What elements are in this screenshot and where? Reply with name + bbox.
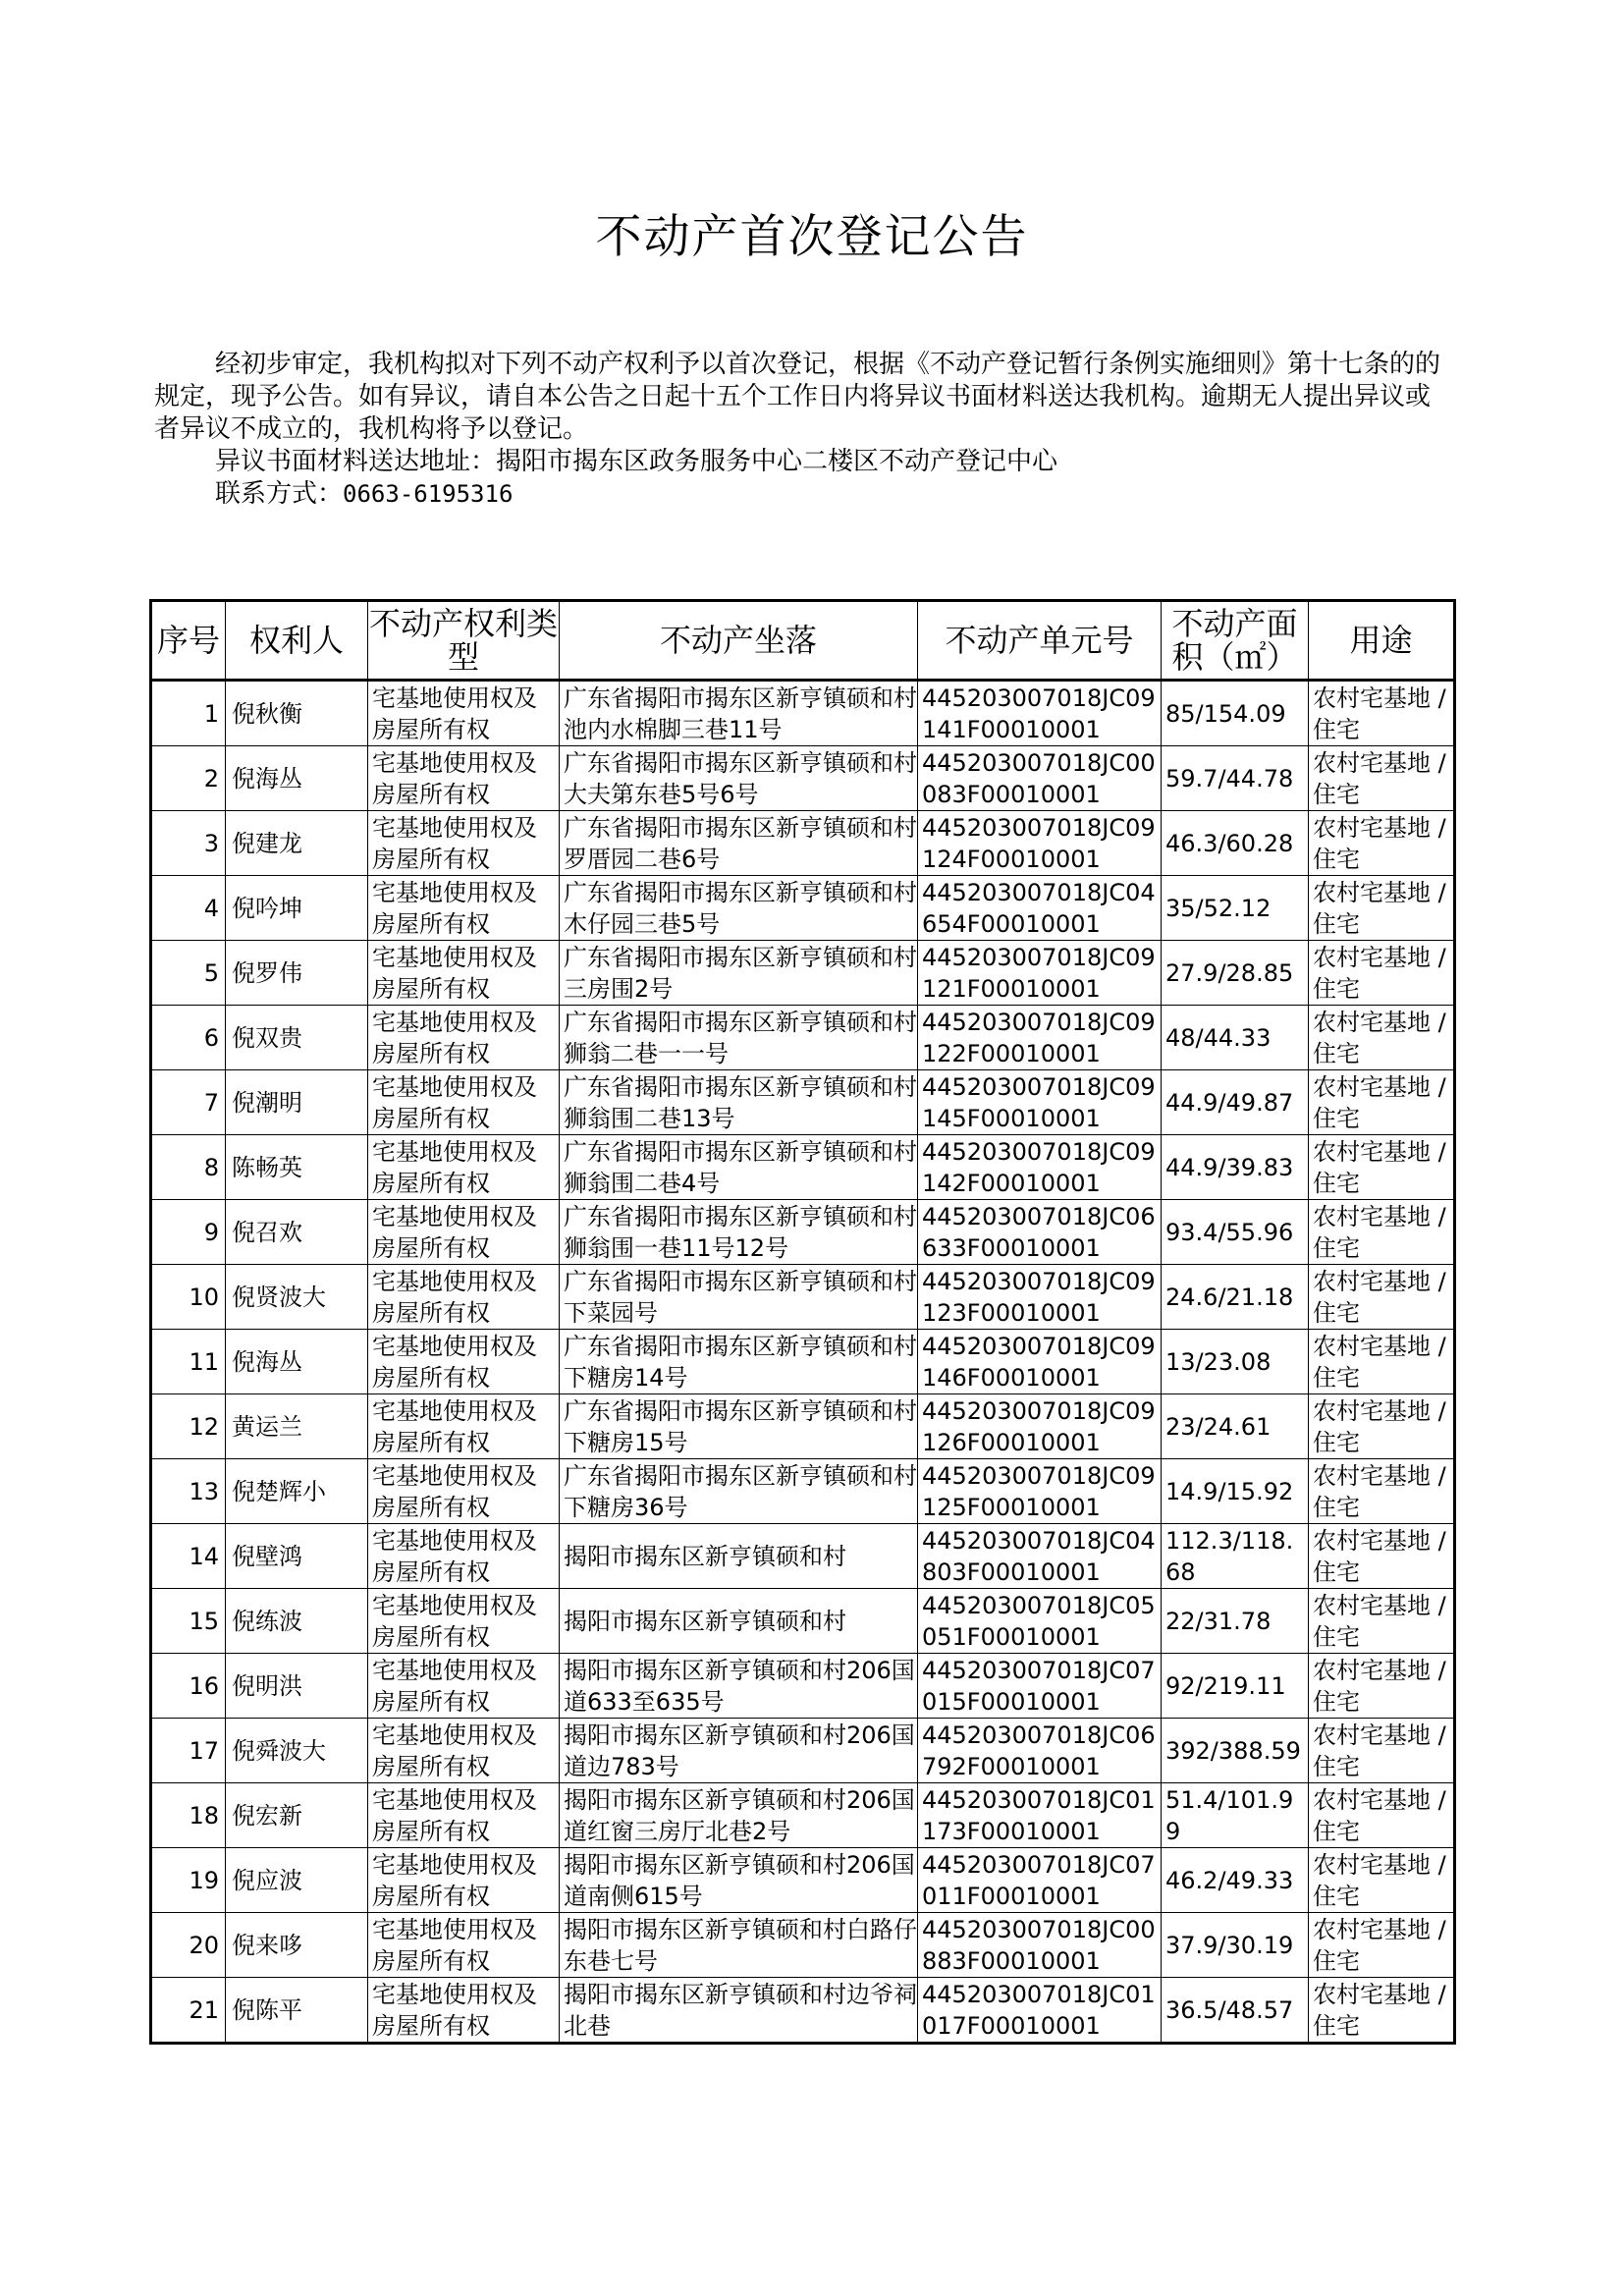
- row-holder: 黄运兰: [226, 1394, 368, 1459]
- row-holder: 倪秋衡: [226, 681, 368, 746]
- table-header-row: [151, 601, 1455, 681]
- table-row: [151, 1978, 1455, 2044]
- row-right-type: 宅基地使用权及房屋所有权: [368, 1330, 560, 1394]
- row-holder: 倪来哆: [226, 1913, 368, 1978]
- row-location: 揭阳市揭东区新亨镇硕和村边爷祠北巷: [560, 1978, 918, 2044]
- row-no: 20: [151, 1913, 226, 1978]
- row-right-type: 宅基地使用权及房屋所有权: [368, 1848, 560, 1913]
- row-location: 广东省揭阳市揭东区新亨镇硕和村狮翁围一巷11号12号: [560, 1200, 918, 1265]
- row-right-type: 宅基地使用权及房屋所有权: [368, 876, 560, 941]
- row-location: 揭阳市揭东区新亨镇硕和村206国道南侧615号: [560, 1848, 918, 1913]
- row-holder: 倪宏新: [226, 1783, 368, 1848]
- row-use: 农村宅基地 / 住宅: [1309, 1394, 1455, 1459]
- row-area: 44.9/49.87: [1162, 1070, 1309, 1135]
- row-area: 14.9/15.92: [1162, 1459, 1309, 1524]
- row-unit-no: 445203007018JC05051F00010001: [918, 1589, 1162, 1654]
- row-use: 农村宅基地 / 住宅: [1309, 876, 1455, 941]
- header-holder: 权利人: [226, 601, 368, 681]
- row-unit-no: 445203007018JC09123F00010001: [918, 1265, 1162, 1330]
- table-row: [151, 681, 1455, 746]
- table-row: [151, 1265, 1455, 1330]
- row-area: 37.9/30.19: [1162, 1913, 1309, 1978]
- table-row: [151, 1135, 1455, 1200]
- row-no: 13: [151, 1459, 226, 1524]
- table-row: [151, 1589, 1455, 1654]
- row-right-type: 宅基地使用权及房屋所有权: [368, 1913, 560, 1978]
- row-location: 广东省揭阳市揭东区新亨镇硕和村下糖房15号: [560, 1394, 918, 1459]
- row-no: 15: [151, 1589, 226, 1654]
- row-area: 93.4/55.96: [1162, 1200, 1309, 1265]
- row-unit-no: 445203007018JC09145F00010001: [918, 1070, 1162, 1135]
- table-row: [151, 1783, 1455, 1848]
- row-right-type: 宅基地使用权及房屋所有权: [368, 1654, 560, 1719]
- row-location: 广东省揭阳市揭东区新亨镇硕和村三房围2号: [560, 941, 918, 1006]
- row-right-type: 宅基地使用权及房屋所有权: [368, 1459, 560, 1524]
- row-use: 农村宅基地 / 住宅: [1309, 1654, 1455, 1719]
- row-no: 5: [151, 941, 226, 1006]
- row-unit-no: 445203007018JC09125F00010001: [918, 1459, 1162, 1524]
- row-no: 21: [151, 1978, 226, 2044]
- row-use: 农村宅基地 / 住宅: [1309, 1783, 1455, 1848]
- row-unit-no: 445203007018JC09124F00010001: [918, 811, 1162, 876]
- row-location: 广东省揭阳市揭东区新亨镇硕和村池内水棉脚三巷11号: [560, 681, 918, 746]
- row-holder: 陈畅英: [226, 1135, 368, 1200]
- table-row: [151, 1654, 1455, 1719]
- row-right-type: 宅基地使用权及房屋所有权: [368, 1200, 560, 1265]
- row-location: 广东省揭阳市揭东区新亨镇硕和村狮翁围二巷4号: [560, 1135, 918, 1200]
- row-holder: 倪潮明: [226, 1070, 368, 1135]
- row-holder: 倪舜波大: [226, 1719, 368, 1783]
- row-area: 22/31.78: [1162, 1589, 1309, 1654]
- row-location: 揭阳市揭东区新亨镇硕和村: [560, 1589, 918, 1654]
- row-use: 农村宅基地 / 住宅: [1309, 1524, 1455, 1589]
- row-unit-no: 445203007018JC09146F00010001: [918, 1330, 1162, 1394]
- row-use: 农村宅基地 / 住宅: [1309, 1265, 1455, 1330]
- row-unit-no: 445203007018JC07011F00010001: [918, 1848, 1162, 1913]
- row-area: 24.6/21.18: [1162, 1265, 1309, 1330]
- row-location: 广东省揭阳市揭东区新亨镇硕和村狮翁二巷一一号: [560, 1006, 918, 1070]
- row-no: 10: [151, 1265, 226, 1330]
- contact-line: [154, 478, 1450, 511]
- table-row: [151, 1200, 1455, 1265]
- row-location: 揭阳市揭东区新亨镇硕和村白路仔东巷七号: [560, 1913, 918, 1978]
- row-area: 392/388.59: [1162, 1719, 1309, 1783]
- row-use: 农村宅基地 / 住宅: [1309, 811, 1455, 876]
- row-right-type: 宅基地使用权及房屋所有权: [368, 1783, 560, 1848]
- header-no: 序号: [151, 601, 226, 681]
- objection-address: 异议书面材料送达地址：揭阳市揭东区政务服务中心二楼区不动产登记中心: [215, 447, 1058, 476]
- row-unit-no: 445203007018JC00883F00010001: [918, 1913, 1162, 1978]
- table-row: [151, 941, 1455, 1006]
- row-holder: 倪陈平: [226, 1978, 368, 2044]
- row-unit-no: 445203007018JC04654F00010001: [918, 876, 1162, 941]
- row-area: 36.5/48.57: [1162, 1978, 1309, 2044]
- row-right-type: 宅基地使用权及房屋所有权: [368, 1265, 560, 1330]
- row-location: 揭阳市揭东区新亨镇硕和村206国道633至635号: [560, 1654, 918, 1719]
- row-right-type: 宅基地使用权及房屋所有权: [368, 1006, 560, 1070]
- row-holder: 倪罗伟: [226, 941, 368, 1006]
- row-holder: 倪练波: [226, 1589, 368, 1654]
- row-unit-no: 445203007018JC09122F00010001: [918, 1006, 1162, 1070]
- row-area: 46.2/49.33: [1162, 1848, 1309, 1913]
- contact-phone: 0663-6195316: [343, 480, 514, 508]
- row-use: 农村宅基地 / 住宅: [1309, 1589, 1455, 1654]
- row-no: 11: [151, 1330, 226, 1394]
- table-row: [151, 746, 1455, 811]
- row-location: 揭阳市揭东区新亨镇硕和村: [560, 1524, 918, 1589]
- row-right-type: 宅基地使用权及房屋所有权: [368, 1589, 560, 1654]
- row-use: 农村宅基地 / 住宅: [1309, 681, 1455, 746]
- row-area: 51.4/101.99: [1162, 1783, 1309, 1848]
- row-use: 农村宅基地 / 住宅: [1309, 1070, 1455, 1135]
- row-use: 农村宅基地 / 住宅: [1309, 1006, 1455, 1070]
- row-area: 35/52.12: [1162, 876, 1309, 941]
- row-area: 27.9/28.85: [1162, 941, 1309, 1006]
- row-unit-no: 445203007018JC06792F00010001: [918, 1719, 1162, 1783]
- row-location: 广东省揭阳市揭东区新亨镇硕和村木仔园三巷5号: [560, 876, 918, 941]
- row-unit-no: 445203007018JC09141F00010001: [918, 681, 1162, 746]
- row-right-type: 宅基地使用权及房屋所有权: [368, 681, 560, 746]
- row-no: 6: [151, 1006, 226, 1070]
- row-use: 农村宅基地 / 住宅: [1309, 941, 1455, 1006]
- row-use: 农村宅基地 / 住宅: [1309, 1913, 1455, 1978]
- row-use: 农村宅基地 / 住宅: [1309, 1978, 1455, 2044]
- row-holder: 倪海丛: [226, 746, 368, 811]
- table-row: [151, 1719, 1455, 1783]
- row-location: 揭阳市揭东区新亨镇硕和村206国道红窗三房厅北巷2号: [560, 1783, 918, 1848]
- row-area: 59.7/44.78: [1162, 746, 1309, 811]
- row-use: 农村宅基地 / 住宅: [1309, 1200, 1455, 1265]
- row-use: 农村宅基地 / 住宅: [1309, 1135, 1455, 1200]
- row-unit-no: 445203007018JC06633F00010001: [918, 1200, 1162, 1265]
- row-holder: 倪吟坤: [226, 876, 368, 941]
- row-unit-no: 445203007018JC09121F00010001: [918, 941, 1162, 1006]
- row-right-type: 宅基地使用权及房屋所有权: [368, 1524, 560, 1589]
- row-holder: 倪召欢: [226, 1200, 368, 1265]
- row-right-type: 宅基地使用权及房屋所有权: [368, 811, 560, 876]
- header-unit-no: 不动产单元号: [918, 601, 1162, 681]
- row-no: 12: [151, 1394, 226, 1459]
- row-location: 广东省揭阳市揭东区新亨镇硕和村下菜园号: [560, 1265, 918, 1330]
- row-no: 17: [151, 1719, 226, 1783]
- row-location: 广东省揭阳市揭东区新亨镇硕和村罗厝园二巷6号: [560, 811, 918, 876]
- row-unit-no: 445203007018JC01017F00010001: [918, 1978, 1162, 2044]
- row-use: 农村宅基地 / 住宅: [1309, 1330, 1455, 1394]
- registration-table: [149, 599, 1456, 2045]
- table-row: [151, 1006, 1455, 1070]
- row-unit-no: 445203007018JC09126F00010001: [918, 1394, 1162, 1459]
- table-row: [151, 876, 1455, 941]
- row-area: 13/23.08: [1162, 1330, 1309, 1394]
- row-no: 4: [151, 876, 226, 941]
- row-unit-no: 445203007018JC00083F00010001: [918, 746, 1162, 811]
- row-area: 112.3/118.68: [1162, 1524, 1309, 1589]
- row-location: 广东省揭阳市揭东区新亨镇硕和村狮翁围二巷13号: [560, 1070, 918, 1135]
- row-right-type: 宅基地使用权及房屋所有权: [368, 1135, 560, 1200]
- row-right-type: 宅基地使用权及房屋所有权: [368, 1978, 560, 2044]
- row-unit-no: 445203007018JC09142F00010001: [918, 1135, 1162, 1200]
- table-row: [151, 1459, 1455, 1524]
- intro-block: [154, 349, 1450, 511]
- intro-paragraph: 经初步审定，我机构拟对下列不动产权利予以首次登记，根据《不动产登记暂行条例实施细则》第十七条的的规定，现予公告。如有异议，请自本公告之日起十五个工作日内将异议书面材料送达我机构。逾期无人提出异议或者异议不成立的，我机构将予以登记。: [154, 350, 1441, 444]
- contact-label: 联系方式：: [215, 479, 344, 509]
- row-area: 48/44.33: [1162, 1006, 1309, 1070]
- row-location: 广东省揭阳市揭东区新亨镇硕和村下糖房36号: [560, 1459, 918, 1524]
- header-location: 不动产坐落: [560, 601, 918, 681]
- row-right-type: 宅基地使用权及房屋所有权: [368, 1719, 560, 1783]
- page-title: 不动产首次登记公告: [595, 210, 1029, 264]
- row-area: 85/154.09: [1162, 681, 1309, 746]
- row-no: 7: [151, 1070, 226, 1135]
- row-use: 农村宅基地 / 住宅: [1309, 1848, 1455, 1913]
- row-unit-no: 445203007018JC07015F00010001: [918, 1654, 1162, 1719]
- row-location: 揭阳市揭东区新亨镇硕和村206国道边783号: [560, 1719, 918, 1783]
- row-holder: 倪贤波大: [226, 1265, 368, 1330]
- table-row: [151, 1913, 1455, 1978]
- row-holder: 倪壁鸿: [226, 1524, 368, 1589]
- header-right-type: 不动产权利类型: [368, 601, 560, 681]
- header-area: 不动产面积（㎡）: [1162, 601, 1309, 681]
- row-holder: 倪海丛: [226, 1330, 368, 1394]
- row-right-type: 宅基地使用权及房屋所有权: [368, 746, 560, 811]
- row-area: 44.9/39.83: [1162, 1135, 1309, 1200]
- row-area: 92/219.11: [1162, 1654, 1309, 1719]
- row-unit-no: 445203007018JC04803F00010001: [918, 1524, 1162, 1589]
- row-no: 16: [151, 1654, 226, 1719]
- row-area: 23/24.61: [1162, 1394, 1309, 1459]
- row-location: 广东省揭阳市揭东区新亨镇硕和村下糖房14号: [560, 1330, 918, 1394]
- row-no: 8: [151, 1135, 226, 1200]
- row-unit-no: 445203007018JC01173F00010001: [918, 1783, 1162, 1848]
- row-holder: 倪双贵: [226, 1006, 368, 1070]
- row-use: 农村宅基地 / 住宅: [1309, 1459, 1455, 1524]
- row-area: 46.3/60.28: [1162, 811, 1309, 876]
- table-row: [151, 1848, 1455, 1913]
- row-location: 广东省揭阳市揭东区新亨镇硕和村大夫第东巷5号6号: [560, 746, 918, 811]
- table-row: [151, 1394, 1455, 1459]
- row-holder: 倪明洪: [226, 1654, 368, 1719]
- row-holder: 倪楚辉小: [226, 1459, 368, 1524]
- row-holder: 倪应波: [226, 1848, 368, 1913]
- table-row: [151, 1070, 1455, 1135]
- row-no: 19: [151, 1848, 226, 1913]
- row-use: 农村宅基地 / 住宅: [1309, 1719, 1455, 1783]
- header-use: 用途: [1309, 601, 1455, 681]
- row-no: 3: [151, 811, 226, 876]
- row-right-type: 宅基地使用权及房屋所有权: [368, 1394, 560, 1459]
- row-no: 14: [151, 1524, 226, 1589]
- table-body: [151, 681, 1455, 2044]
- row-no: 1: [151, 681, 226, 746]
- row-right-type: 宅基地使用权及房屋所有权: [368, 1070, 560, 1135]
- row-no: 9: [151, 1200, 226, 1265]
- table-row: [151, 1524, 1455, 1589]
- table-row: [151, 811, 1455, 876]
- table-row: [151, 1330, 1455, 1394]
- row-no: 18: [151, 1783, 226, 1848]
- row-holder: 倪建龙: [226, 811, 368, 876]
- row-use: 农村宅基地 / 住宅: [1309, 746, 1455, 811]
- row-right-type: 宅基地使用权及房屋所有权: [368, 941, 560, 1006]
- row-no: 2: [151, 746, 226, 811]
